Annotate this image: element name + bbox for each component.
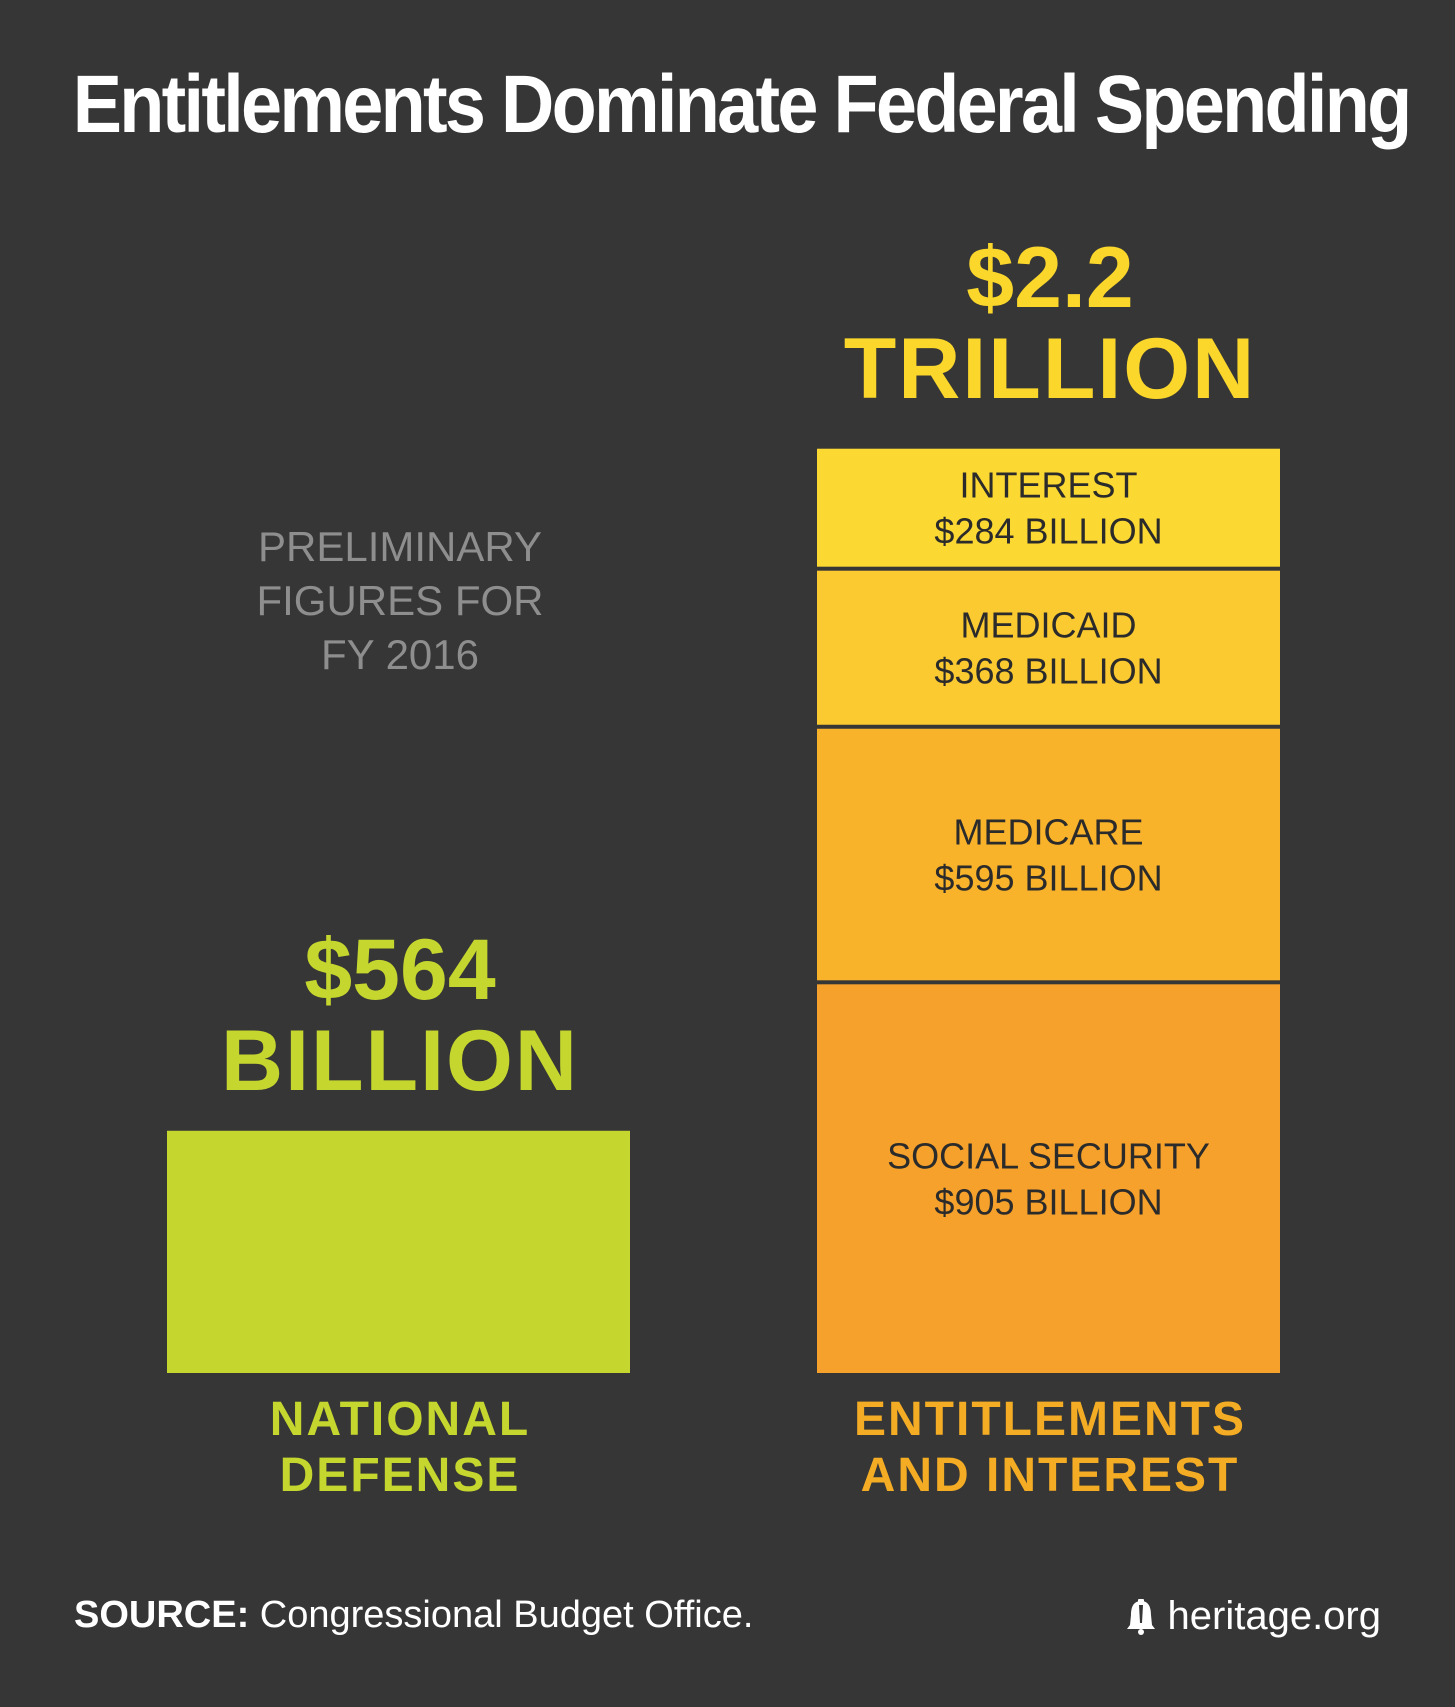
source-text: Congressional Budget Office. — [259, 1594, 754, 1636]
brand — [1124, 1594, 1381, 1639]
segment-label: SOCIAL SECURITY — [887, 1135, 1210, 1177]
bar-segment-national-defense — [167, 1131, 630, 1373]
segment-label: INTEREST — [959, 464, 1138, 506]
defense-total-unit: BILLION — [221, 1013, 579, 1109]
source-note — [74, 1594, 753, 1637]
bar-segment-interest — [817, 449, 1280, 567]
defense-total-amount: $564 — [304, 922, 496, 1018]
category-line: DEFENSE — [279, 1449, 521, 1502]
bar-segment-medicare — [817, 729, 1280, 981]
category-label-defense — [150, 1392, 650, 1504]
segment-label: $905 BILLION — [934, 1181, 1163, 1223]
category-line: NATIONAL — [269, 1393, 531, 1446]
segment-label: $284 BILLION — [934, 510, 1163, 552]
note-line-1: PRELIMINARY — [258, 523, 542, 570]
bar-rect — [817, 571, 1280, 725]
entitlements-total-amount: $2.2 — [966, 230, 1134, 326]
segment-label: $595 BILLION — [934, 857, 1163, 899]
segment-label: $368 BILLION — [934, 650, 1163, 692]
category-label-entitlements — [790, 1392, 1310, 1504]
liberty-bell-icon — [1124, 1599, 1158, 1635]
source-label: SOURCE: — [74, 1594, 250, 1636]
bar-rect — [817, 729, 1280, 981]
bar-rect — [817, 984, 1280, 1373]
chart-title: Entitlements Dominate Federal Spending — [72, 59, 1410, 150]
entitlements-total-unit: TRILLION — [843, 321, 1257, 417]
segment-label: MEDICARE — [953, 811, 1144, 853]
note-line-3: FY 2016 — [320, 631, 479, 678]
note-line-2: FIGURES FOR — [256, 577, 544, 624]
category-line: AND INTEREST — [860, 1449, 1240, 1502]
brand-text: heritage.org — [1167, 1594, 1381, 1638]
segment-label: MEDICAID — [960, 604, 1137, 646]
bar-segment-medicaid — [817, 571, 1280, 725]
category-line: ENTITLEMENTS — [854, 1393, 1246, 1446]
bar-rect — [167, 1131, 630, 1373]
bar-segment-social-security — [817, 984, 1280, 1373]
